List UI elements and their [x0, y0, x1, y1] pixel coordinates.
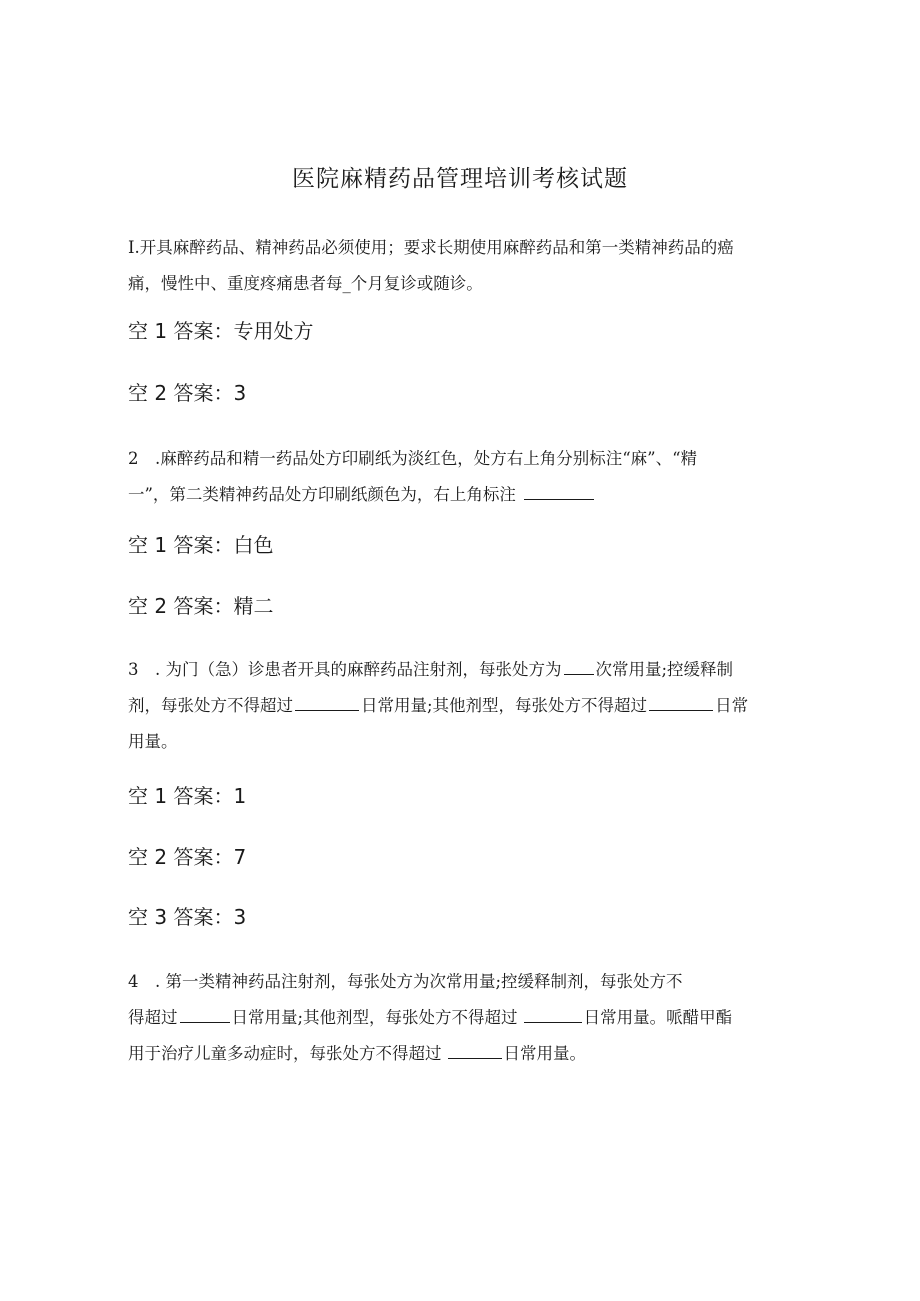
question-3-line-2-text-b: 日常用量;其他剂型，每张处方不得超过	[361, 696, 648, 715]
question-2-answer-2: 空 2 答案：精二	[128, 594, 274, 618]
answer-blank	[649, 692, 713, 711]
answer-blank	[180, 1004, 230, 1023]
answer-blank	[564, 656, 594, 675]
question-2-line-2-text: 一”，第二类精神药品处方印刷纸颜色为，右上角标注	[128, 485, 516, 504]
question-3-line-2-text-a: 剂，每张处方不得超过	[128, 696, 293, 715]
question-4-line-3	[128, 1036, 788, 1072]
question-1-line-1: I.开具麻醉药品、精神药品必须使用；要求长期使用麻醉药品和第一类精神药品的癌	[128, 238, 734, 257]
question-3-answer-1: 空 1 答案：1	[128, 784, 247, 808]
answer-blank	[448, 1040, 502, 1059]
question-2-line-2	[128, 477, 788, 513]
question-4-line-2-text-a: 得超过	[128, 1008, 178, 1027]
question-2-answer-1: 空 1 答案：白色	[128, 533, 274, 557]
question-3-answer-3: 空 3 答案：3	[128, 905, 247, 929]
answer-blank	[524, 1004, 582, 1023]
document-title: 医院麻精药品管理培训考核试题	[292, 166, 628, 192]
question-3-answer-2: 空 2 答案：7	[128, 845, 247, 869]
question-3-line-3: 用量。	[128, 732, 178, 751]
answer-blank	[295, 692, 359, 711]
question-3-line-1-text-b: 次常用量;控缓释制	[595, 660, 734, 679]
question-4-line-2-text-c: 日常用量。哌醋甲酯	[583, 1008, 733, 1027]
question-3-line-2-text-c: 日常	[715, 696, 749, 715]
question-1-answer-1: 空 1 答案：专用处方	[128, 319, 314, 343]
question-3-line-2	[128, 688, 788, 724]
question-3-line-1	[128, 652, 788, 688]
question-4-line-3-text-b: 日常用量。	[503, 1044, 586, 1063]
question-4-line-2-text-b: 日常用量;其他剂型，每张处方不得超过	[231, 1008, 518, 1027]
question-4-line-3-text-a: 用于治疗儿童多动症时，每张处方不得超过	[128, 1044, 442, 1063]
question-2-line-1: 2 .麻醉药品和精一药品处方印刷纸为淡红色，处方右上角分别标注“麻”、“精	[128, 449, 698, 468]
question-3	[128, 652, 788, 760]
answer-blank	[524, 481, 594, 500]
question-4-line-2	[128, 1000, 788, 1036]
question-4-line-1: 4 . 第一类精神药品注射剂，每张处方为次常用量;控缓释制剂，每张处方不	[128, 972, 683, 991]
question-4	[128, 964, 788, 1072]
question-1-answer-2: 空 2 答案：3	[128, 381, 247, 405]
question-3-line-1-text-a: 3 . 为门（急）诊患者开具的麻醉药品注射剂，每张处方为	[128, 660, 562, 679]
question-2	[128, 441, 788, 513]
question-1	[128, 230, 788, 302]
question-1-line-2: 痛，慢性中、重度疼痛患者每_个月复诊或随诊。	[128, 274, 483, 293]
